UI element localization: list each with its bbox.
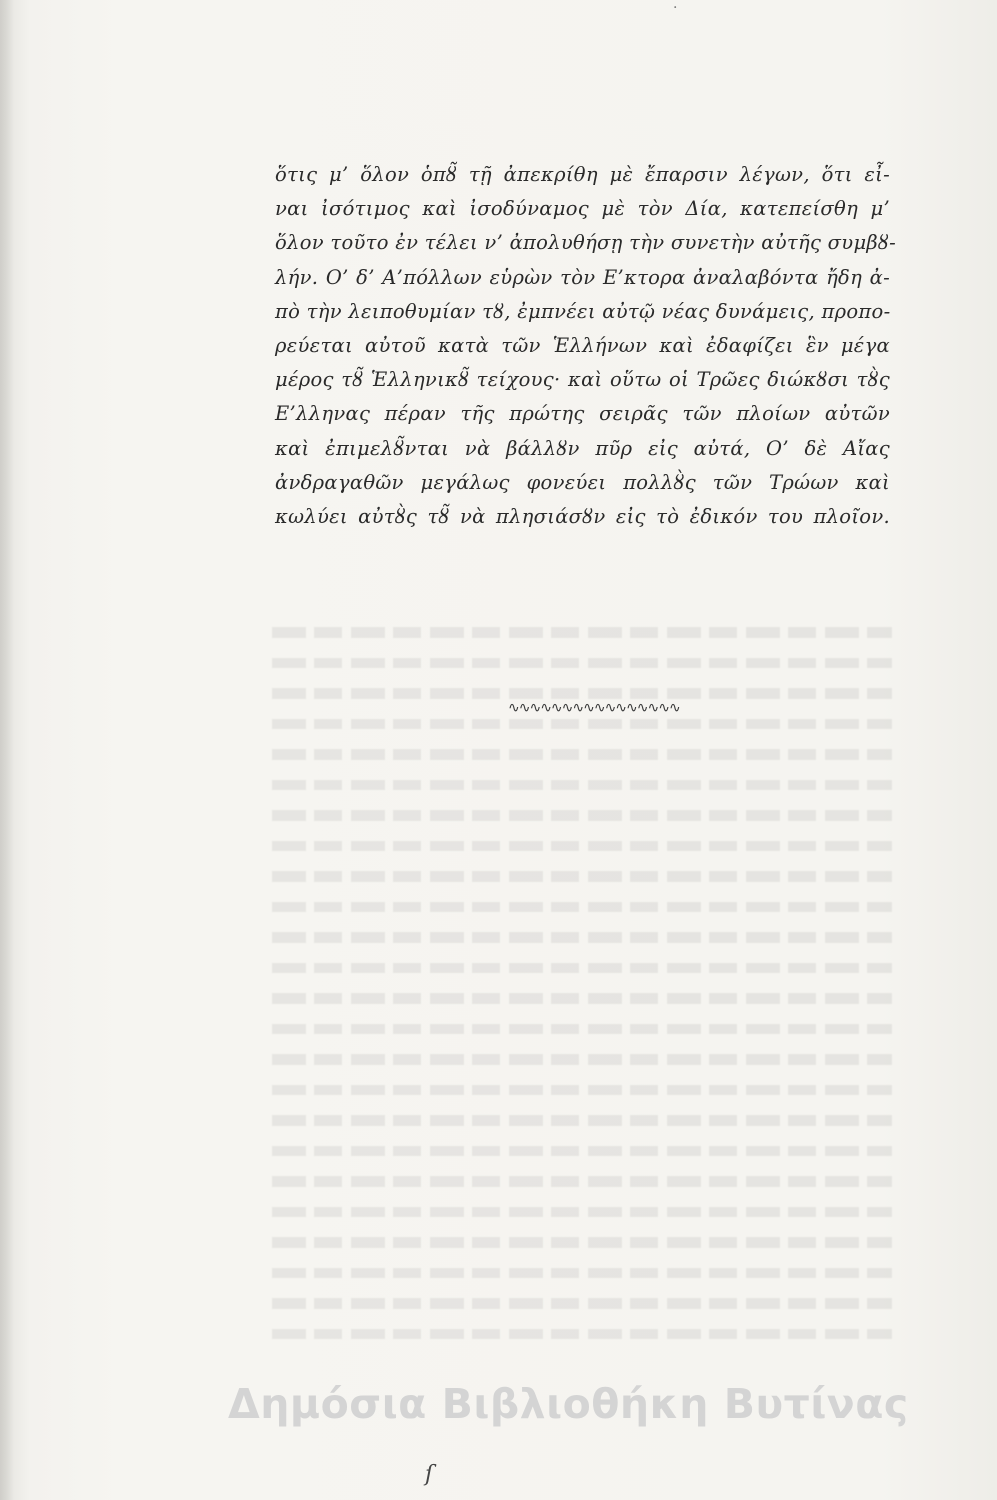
bleed-line <box>272 1289 892 1318</box>
text-line: καὶ ἐπιμελȣ̃νται νὰ βάλλȣν πῦρ εἰς αὐτά, Ο’ δὲ Αἴας <box>275 436 890 460</box>
bleed-line <box>272 832 892 861</box>
text-line: μέρος τȣ̃ Ἑλληνικȣ̃ τείχους· καὶ οὕτω οἱ Τρῶες διώκȣσι τȣ̀ς <box>275 368 890 392</box>
text-line: λήν. Ο’ δ’ Α’πόλλων εὑρὼν τὸν Ε’κτορα ἀναλαβόντα ἤδη ἀ- <box>275 265 890 289</box>
bleed-line <box>272 862 892 891</box>
text-line: κωλύει αὐτȣ̀ς τȣ̃ νὰ πλησιάσȣν εἰς τὸ ἐδικόν του πλοῖον. <box>275 504 890 528</box>
bleed-line <box>272 1045 892 1074</box>
bleed-line <box>272 1076 892 1105</box>
bleed-line <box>272 618 892 647</box>
bleed-line <box>272 923 892 952</box>
text-line: ρεύεται αὐτοῦ κατὰ τῶν Ἑλλήνων καὶ ἐδαφίζει ἓν μέγα <box>275 333 890 357</box>
bleed-line <box>272 1106 892 1135</box>
text-line: ναι ἰσότιμος καὶ ἰσοδύναμος μὲ τὸν Δία, κατεπείσθη μ’ <box>275 197 890 221</box>
bleed-line <box>272 893 892 922</box>
text-line: ὅτις μ’ ὅλον ὁπȣ̃ τῇ ἀπεκρίθη μὲ ἔπαρσιν λέγων, ὅτι εἶ- <box>275 163 890 186</box>
bleed-line <box>272 740 892 769</box>
text-line: πὸ τὴν λειποθυμίαν τȣ, ἐμπνέει αὐτῷ νέας δυνάμεις, προπο- <box>275 299 891 323</box>
stray-ink-mark: ſ <box>425 1462 434 1487</box>
bleed-line <box>272 1167 892 1196</box>
reverse-side-bleedthrough <box>272 618 892 1350</box>
bleed-line <box>272 1015 892 1044</box>
top-speck: · <box>673 0 678 16</box>
library-watermark: Δημόσια Βιβλιοθήκη Βυτίνας <box>228 1380 909 1428</box>
binding-shadow <box>0 0 14 1500</box>
bleed-line <box>272 1198 892 1227</box>
text-line: ὅλον τοῦτο ἐν τέλει ν’ ἀπολυθήσῃ τὴν συνετὴν αὐτῆς συμβȣ- <box>275 231 896 255</box>
bleed-line <box>272 649 892 678</box>
bleed-line <box>272 1228 892 1257</box>
bleed-line <box>272 984 892 1013</box>
bleed-line <box>272 1137 892 1166</box>
section-ornament: ∿∿∿∿∿∿∿∿∿∿∿∿∿∿∿∿ <box>508 700 680 716</box>
bleed-line <box>272 1320 892 1349</box>
bleed-line <box>272 801 892 830</box>
greek-text-paragraph <box>275 158 896 534</box>
text-line: ἀνδραγαθῶν μεγάλως φονεύει πολλȣ̀ς τῶν Τρώων καὶ <box>275 470 890 494</box>
bleed-line <box>272 1259 892 1288</box>
text-line: Ε’λληνας πέραν τῆς πρώτης σειρᾶς τῶν πλοίων αὐτῶν <box>275 402 890 426</box>
bleed-line <box>272 771 892 800</box>
bleed-line <box>272 954 892 983</box>
